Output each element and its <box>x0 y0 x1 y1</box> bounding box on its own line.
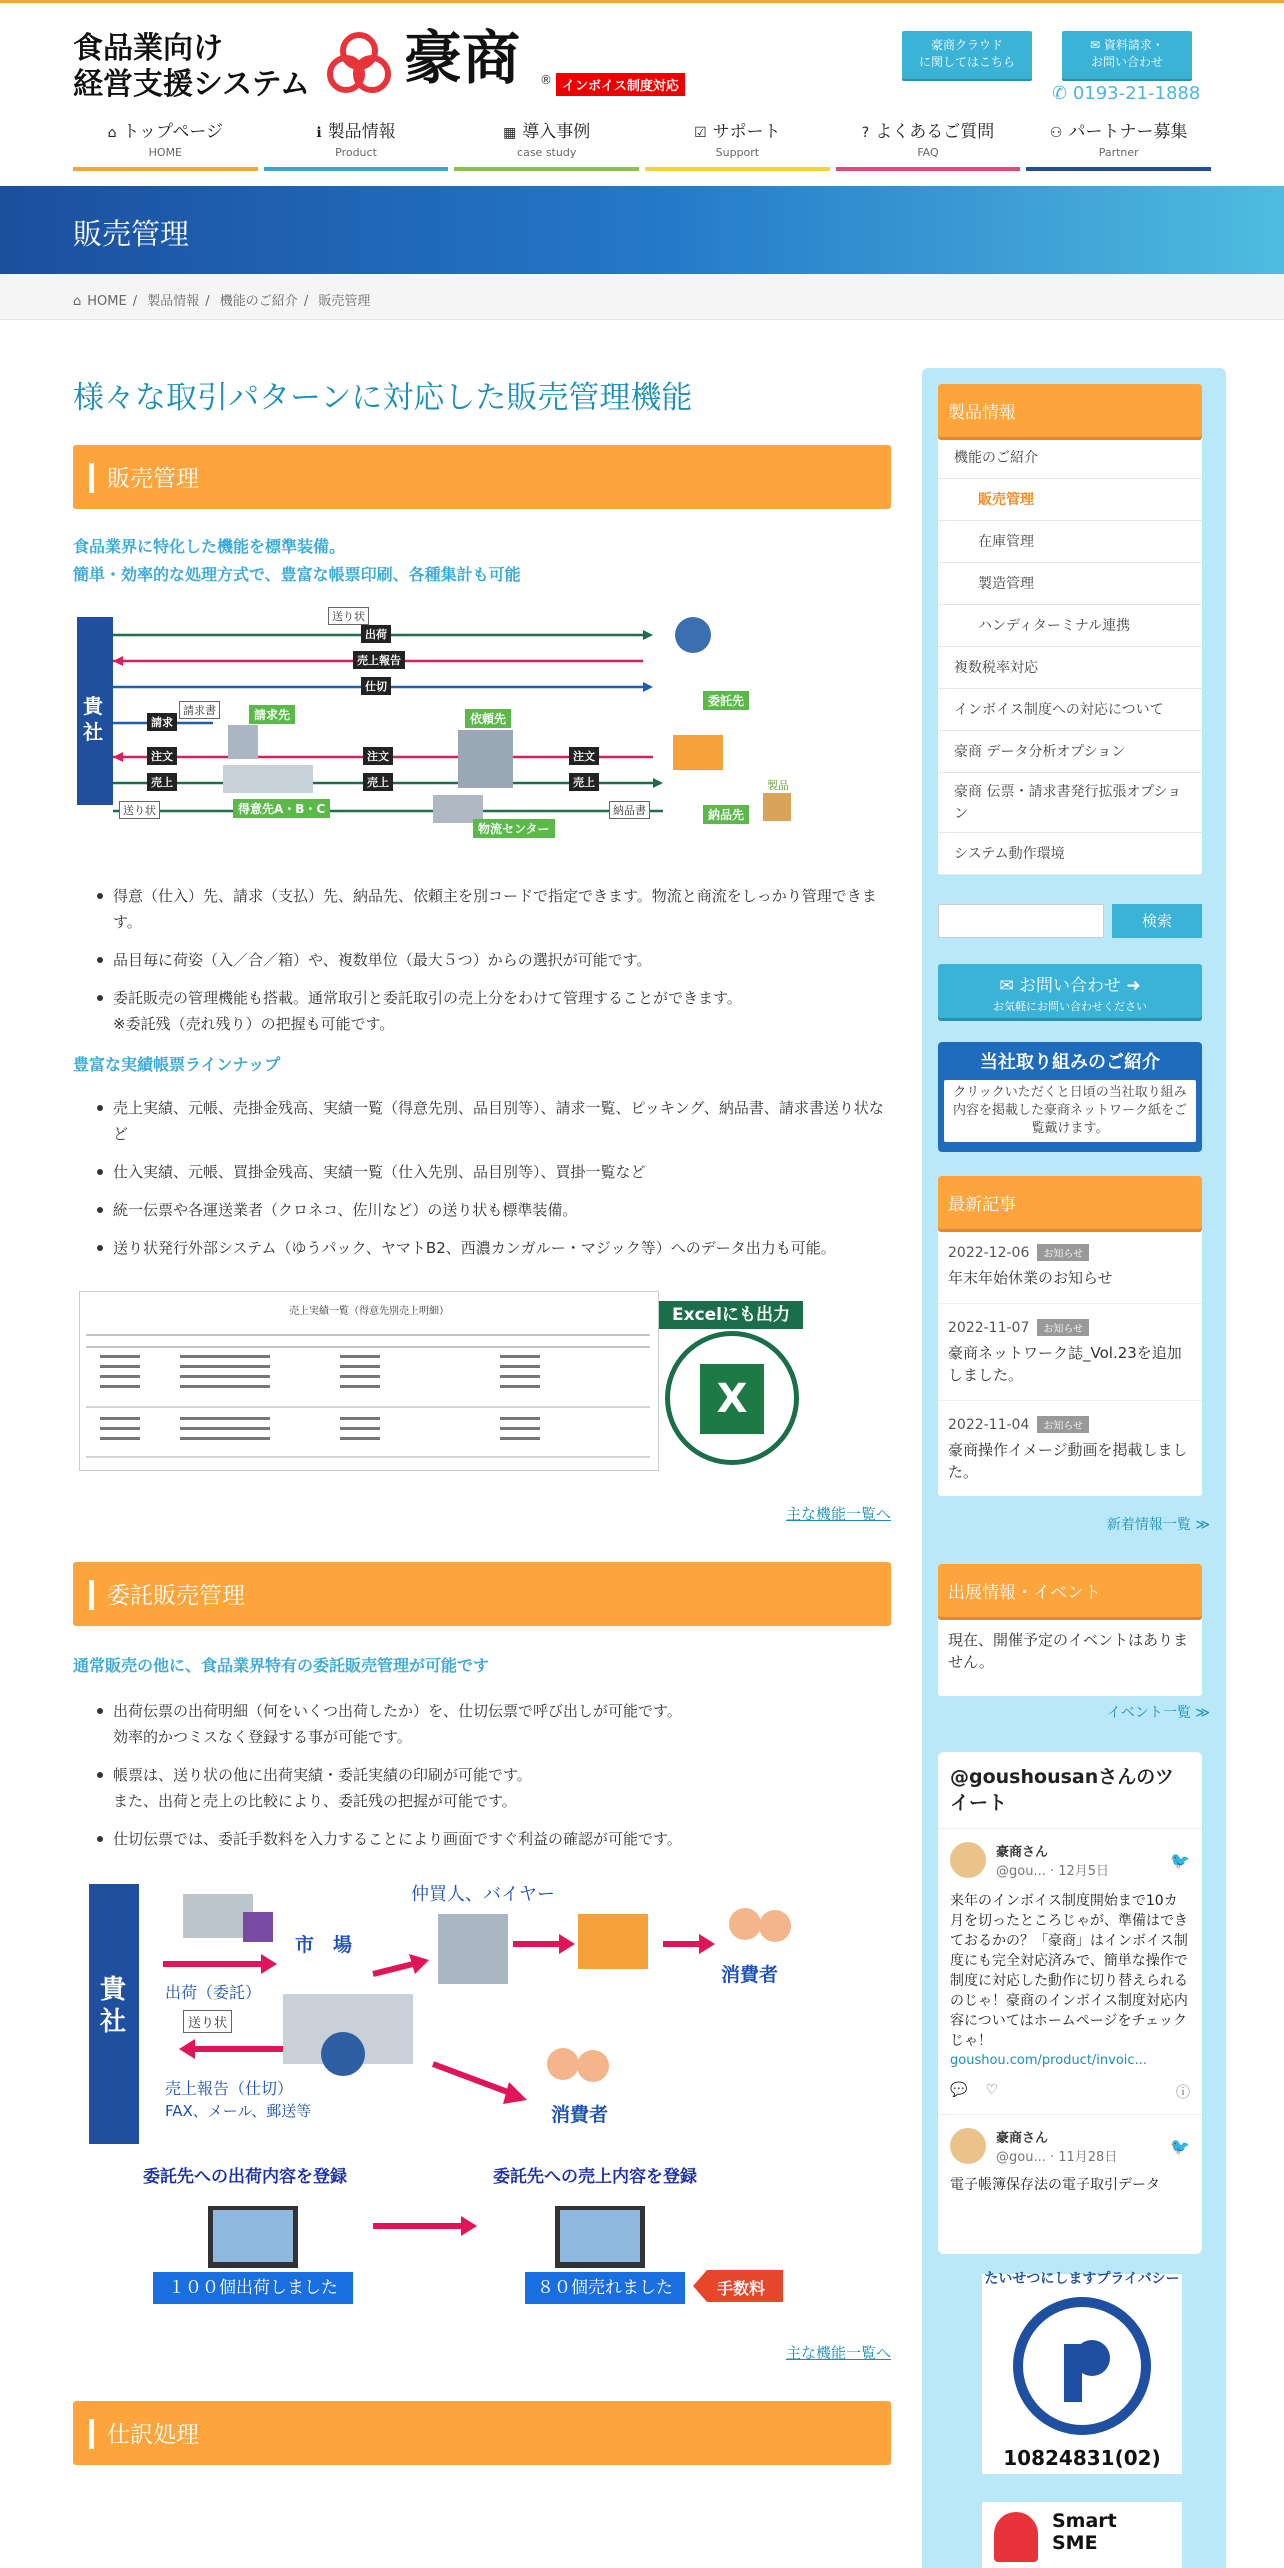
smart-sme-badge[interactable] <box>982 2502 1182 2568</box>
diagram2-okurijo: 送り状 <box>183 2010 232 2033</box>
breadcrumb: ⌂ HOME / 製品情報 / 機能のご紹介 / 販売管理 <box>0 274 1284 320</box>
diagram2-shukka: 出荷（委託） <box>165 1983 262 2002</box>
nav-sublabel: HOME <box>148 146 183 159</box>
sidebar-menu-item[interactable]: 在庫管理 <box>938 521 1202 563</box>
hero-title: 販売管理 <box>73 217 190 251</box>
product-menu <box>938 437 1202 875</box>
sidebar-menu-item[interactable]: 機能のご紹介 <box>938 437 1202 479</box>
consignment-intro: 通常販売の他に、食品業界特有の委託販売管理が可能です <box>73 1656 490 1675</box>
nav-label: サポート <box>712 122 781 142</box>
sidebar-menu-item[interactable]: 豪商 データ分析オプション <box>938 731 1202 773</box>
diagram1-seikyusho: 請求書 <box>179 701 220 719</box>
diagram1-tokuisaki: 得意先A・B・C <box>233 799 330 818</box>
news-badge: お知らせ <box>1037 1244 1089 1261</box>
avatar <box>950 1842 986 1878</box>
logo-text[interactable] <box>73 31 310 103</box>
news-item[interactable] <box>938 1401 1202 1496</box>
global-nav <box>73 115 1211 171</box>
breadcrumb-home[interactable]: HOME <box>87 294 127 309</box>
tweet-link[interactable]: goushou.com/product/invoic... <box>950 2053 1147 2068</box>
home-icon: ⌂ <box>73 294 82 309</box>
diagram2-company: 貴社 <box>100 1975 127 2037</box>
diagram2-register-shipment: 委託先への出荷内容を登録 <box>143 2167 347 2187</box>
search-input[interactable] <box>938 904 1104 938</box>
report-sample-image <box>73 1281 813 1481</box>
breadcrumb-product[interactable]: 製品情報 <box>147 294 200 309</box>
sidebar-contact-button[interactable] <box>938 964 1202 1018</box>
sidebar-menu-item[interactable]: ハンディターミナル連携 <box>938 605 1202 647</box>
diagram2-market: 市 場 <box>295 1934 353 1956</box>
tweet-text: 電子帳簿保存法の電子取引データ <box>950 2177 1160 2193</box>
page-heading: 様々な取引パターンに対応した販売管理機能 <box>73 380 693 416</box>
avatar <box>950 2128 986 2164</box>
site-header <box>0 3 1284 183</box>
diagram2-fee: 手数料 <box>717 2279 766 2298</box>
cloud-info-button[interactable] <box>902 31 1032 79</box>
logo-name: 豪商 <box>404 24 521 92</box>
twitter-bird-icon: 🐦 <box>1170 1850 1190 1870</box>
question-icon: ? <box>861 125 870 141</box>
list-item: 送り状発行外部システム（ゆうパック、ヤマトB2、西濃カンガルー・マジック等）へのデータ出力も可能。 <box>73 1235 891 1261</box>
features-list-link-2[interactable]: 主な機能一覧へ <box>785 2344 891 2362</box>
section-consignment-heading: 委託販売管理 <box>73 1562 891 1626</box>
diagram1-chumon2: 注文 <box>363 747 393 765</box>
handshake-icon: ⚇ <box>1049 125 1063 141</box>
smart-text: Smart <box>1052 2510 1117 2532</box>
check-icon: ☑ <box>694 125 707 141</box>
diagram1-okurijo2: 送り状 <box>119 801 160 819</box>
diagram1-company: 貴社 <box>83 694 103 744</box>
diagram1-seikyu: 請求 <box>147 713 177 731</box>
news-title: 最新記事 <box>938 1176 1202 1229</box>
diagram1-uriage: 売上 <box>147 773 177 791</box>
initiatives-body: クリックいただくと日頃の当社取り組み内容を掲載した豪商ネットワーク紙をご覧戴けます。 <box>944 1080 1196 1142</box>
smart-sme-logo-icon <box>994 2512 1038 2562</box>
sidebar-menu-item[interactable]: 豪商 伝票・請求書発行拡張オプション <box>938 773 1202 833</box>
tweet[interactable] <box>938 1829 1202 2115</box>
news-date: 2022-11-04 <box>948 1417 1030 1433</box>
tweet-handle: @gou... <box>996 1864 1046 1879</box>
cloud-button-line1: 豪商クラウド <box>930 38 1003 52</box>
sales-flow-diagram <box>73 605 813 855</box>
list-item-text: 帳票は、送り状の他に出荷実績・委託実績の印刷が可能です。 <box>113 1766 532 1784</box>
diagram2-consumer1: 消費者 <box>721 1964 779 1986</box>
nav-sublabel: Product <box>335 146 377 159</box>
request-button-line1: 資料請求・ <box>1103 38 1164 52</box>
diagram2-buyers: 仲買人、バイヤー <box>411 1884 555 1905</box>
list-item <box>73 985 891 1037</box>
news-date: 2022-11-07 <box>948 1320 1030 1336</box>
list-item: 売上実績、元帳、売掛金残高、実績一覧（得意先別、品目別等）、請求一覧、ピッキング、納品書、請求書送り状など <box>73 1095 891 1147</box>
twitter-bird-icon: 🐦 <box>1170 2136 1190 2156</box>
list-item-text: また、出荷と売上の比較により、委託残の把握が可能です。 <box>113 1792 517 1810</box>
diagram1-seikyusaki: 請求先 <box>249 705 295 724</box>
news-title-text: 豪商操作イメージ動画を掲載しました。 <box>948 1441 1188 1481</box>
privacy-mark[interactable] <box>982 2271 1182 2474</box>
privacy-mark-icon <box>982 2274 1182 2474</box>
diagram1-seihin: 製品 <box>767 779 789 792</box>
product-menu-box <box>938 384 1202 875</box>
phone-icon: ✆ <box>1052 83 1073 104</box>
registered-mark: ® <box>540 73 552 87</box>
sidebar <box>922 368 1226 2568</box>
arrow-circle-icon: ➜ <box>1121 976 1141 996</box>
nav-item-product[interactable] <box>264 115 449 171</box>
news-date: 2022-12-06 <box>948 1245 1030 1261</box>
event-body: 現在、開催予定のイベントはありません。 <box>948 1631 1189 1671</box>
consignment-flow-diagram <box>73 1874 813 2314</box>
cloud-button-line2: に関してはこちら <box>918 55 1015 69</box>
sme-text: SME <box>1052 2532 1098 2554</box>
diagram1-shikiri: 仕切 <box>361 677 391 695</box>
reports-subheading: 豊富な実績帳票ラインナップ <box>73 1055 281 1074</box>
diagram1-suiraisaki: 依頼先 <box>465 709 511 728</box>
news-title-text: 年末年始休業のお知らせ <box>948 1269 1113 1287</box>
nav-label: パートナー募集 <box>1068 122 1188 142</box>
tweet-text: 来年のインボイス制度開始まで10カ月を切ったところじゃが、準備はできておるかの？「豪商」はインボイス制度にも完全対応済みで、簡単な操作で制度に対応した動作に切り替えられるのじゃ！豪商のインボイス制度対応内容についてはホームページをチェックじゃ！ <box>950 1893 1188 2049</box>
main-content <box>73 360 891 2465</box>
sales-intro-line1: 食品業界に特化した機能を標準装備。 <box>73 537 346 556</box>
news-list <box>938 1229 1202 1496</box>
logo-line1: 食品業向け <box>73 31 223 66</box>
nav-label: 導入事例 <box>522 122 591 142</box>
search-form <box>938 904 1202 938</box>
initiatives-title: 当社取り組みのご紹介 <box>980 1052 1160 1073</box>
nav-label: 製品情報 <box>327 122 396 142</box>
event-box <box>938 1564 1202 1696</box>
diagram1-okurijo: 送り状 <box>328 607 369 625</box>
tweet-author: 豪商さん <box>996 1845 1049 1860</box>
diagram1-nohinsaki: 納品先 <box>703 805 749 824</box>
page-hero <box>0 186 1284 274</box>
list-item: 品目毎に荷姿（入／合／箱）や、複数単位（最大５つ）からの選択が可能です。 <box>73 947 891 973</box>
news-more-link[interactable]: 新着情報一覧 ≫ <box>1106 1517 1210 1533</box>
report-table-lines <box>80 1317 658 1467</box>
excel-icon <box>665 1331 799 1465</box>
reply-icon[interactable]: 💬 <box>950 2082 968 2098</box>
diagram1-butsuryu: 物流センター <box>473 819 555 838</box>
phone-text: 0193-21-1888 <box>1072 83 1201 104</box>
diagram2-register-sales: 委託先への売上内容を登録 <box>493 2167 697 2187</box>
diagram1-chumon: 注文 <box>147 747 177 765</box>
logo-mark-icon <box>324 29 394 99</box>
news-item[interactable] <box>938 1304 1202 1401</box>
breadcrumb-current: 販売管理 <box>318 294 371 309</box>
request-button-line2: お問い合わせ <box>1090 55 1163 69</box>
reports-list <box>73 1095 891 1261</box>
logo-line2: 経営支援システム <box>73 67 310 102</box>
twitter-title[interactable]: @goushousanさんのツイート <box>938 1752 1202 1829</box>
diagram2-shipped: １００個出荷しました <box>153 2272 353 2304</box>
diagram1-shukka: 出荷 <box>361 625 391 643</box>
diagram1-uriage-houkoku: 売上報告 <box>353 651 405 669</box>
nav-sublabel: Support <box>715 146 760 159</box>
features-list-link-1[interactable]: 主な機能一覧へ <box>785 1505 891 1523</box>
news-box <box>938 1176 1202 1496</box>
list-item: 仕切伝票では、委託手数料を入力することにより画面ですぐ利益の確認が可能です。 <box>73 1826 891 1852</box>
mail-icon: ✉ <box>999 976 1019 996</box>
list-item <box>73 1762 891 1814</box>
tweet-date: · 11月28日 <box>1049 2150 1118 2165</box>
news-badge: お知らせ <box>1037 1416 1089 1433</box>
initiatives-banner[interactable] <box>938 1042 1202 1152</box>
section-sales-heading: 販売管理 <box>73 445 891 509</box>
list-item-text: 出荷伝票の出荷明細（何をいくつ出荷したか）を、仕切伝票で呼び出しが可能です。 <box>113 1702 682 1720</box>
product-menu-title: 製品情報 <box>938 384 1202 437</box>
list-item <box>73 1698 891 1750</box>
section-journal-heading: 仕訳処理 <box>73 2401 891 2465</box>
tweet-author: 豪商さん <box>996 2131 1049 2146</box>
nav-sublabel: FAQ <box>917 146 939 159</box>
diagram1-izuisaki: 委託先 <box>703 691 749 710</box>
tweet-date: · 12月5日 <box>1049 1864 1110 1879</box>
list-item: 統一伝票や各運送業者（クロネコ、佐川など）の送り状も標準装備。 <box>73 1197 891 1223</box>
diagram2-consumer2: 消費者 <box>551 2104 609 2126</box>
list-item-text: 委託販売の管理機能も搭載。通常取引と委託取引の売上分をわけて管理することができます。 <box>113 989 742 1007</box>
info-icon: ℹ <box>316 125 322 141</box>
nav-item-case-study[interactable] <box>454 115 639 171</box>
sidebar-menu-item[interactable]: インボイス制度への対応について <box>938 689 1202 731</box>
nav-sublabel: case study <box>517 146 577 159</box>
sidebar-menu-item[interactable]: システム動作環境 <box>938 833 1202 875</box>
privacy-text: たいせつにしますプライバシー <box>984 2271 1180 2287</box>
invoice-badge: インボイス制度対応 <box>556 73 685 96</box>
diagram1-uriage2: 売上 <box>363 773 393 791</box>
diagram1-uriage3: 売上 <box>569 773 599 791</box>
breadcrumb-features[interactable]: 機能のご紹介 <box>219 294 298 309</box>
nav-item-home[interactable] <box>73 115 258 171</box>
building-icon: ▦ <box>503 125 517 141</box>
contact-main-text: お問い合わせ <box>1019 976 1121 996</box>
nav-label: トップページ <box>122 122 224 142</box>
news-item[interactable] <box>938 1229 1202 1304</box>
excel-label: Excelにも出力 <box>659 1301 803 1329</box>
request-contact-button[interactable] <box>1062 31 1192 79</box>
home-icon: ⌂ <box>107 125 117 141</box>
like-icon[interactable]: ♡ <box>985 2082 998 2098</box>
info-icon[interactable]: ⓘ <box>1176 2085 1190 2101</box>
report-title: 売上実績一覧（得意先別売上明細） <box>289 1306 449 1317</box>
flow-diagram-lines <box>73 605 813 855</box>
search-button[interactable]: 検索 <box>1112 904 1202 938</box>
event-title: 出展情報・イベント <box>938 1564 1202 1617</box>
nav-sublabel: Partner <box>1098 146 1139 159</box>
twitter-widget <box>938 1752 1202 2254</box>
diagram2-uriage-houkoku: 売上報告（仕切） <box>165 2079 294 2098</box>
excel-x-glyph: X <box>700 1364 764 1434</box>
list-item-text: 効率的かつミスなく登録する事が可能です。 <box>113 1728 412 1746</box>
contact-sub-text: お気軽にお問い合わせください <box>993 1000 1147 1013</box>
diagram2-methods: FAX、メール、郵送等 <box>165 2102 312 2120</box>
consignment-feature-list <box>73 1698 891 1852</box>
nav-label: よくあるご質問 <box>875 122 995 142</box>
diagram1-chumon3: 注文 <box>569 747 599 765</box>
phone-number[interactable] <box>1052 83 1200 104</box>
nav-item-support[interactable] <box>645 115 830 171</box>
nav-item-faq[interactable] <box>836 115 1021 171</box>
mail-icon: ✉ <box>1090 38 1104 52</box>
tweet-handle: @gou... <box>996 2150 1046 2165</box>
privacy-number: 10824831(02) <box>1003 2446 1161 2470</box>
list-item-note: ※委託残（売れ残り）の把握も可能です。 <box>113 1015 395 1033</box>
sales-feature-list <box>73 883 891 1037</box>
nav-item-partner[interactable] <box>1026 115 1211 171</box>
list-item: 得意（仕入）先、請求（支払）先、納品先、依頼主を別コードで指定できます。物流と商流をしっかり管理できます。 <box>73 883 891 935</box>
report-sheet <box>79 1291 659 1471</box>
sidebar-menu-item[interactable]: 複数税率対応 <box>938 647 1202 689</box>
sales-intro-line2: 簡単・効率的な処理方式で、豊富な帳票印刷、各種集計も可能 <box>73 565 521 584</box>
news-badge: お知らせ <box>1037 1319 1089 1336</box>
diagram2-sold: ８０個売れました <box>525 2272 685 2304</box>
diagram1-nohinsho: 納品書 <box>609 801 650 819</box>
tweet[interactable] <box>938 2115 1202 2207</box>
news-title-text: 豪商ネットワーク誌_Vol.23を追加しました。 <box>948 1344 1182 1384</box>
list-item: 仕入実績、元帳、買掛金残高、実績一覧（仕入先別、品目別等）、買掛一覧など <box>73 1159 891 1185</box>
event-more-link[interactable]: イベント一覧 ≫ <box>1106 1705 1210 1721</box>
sidebar-menu-item[interactable]: 販売管理 <box>938 479 1202 521</box>
sidebar-menu-item[interactable]: 製造管理 <box>938 563 1202 605</box>
